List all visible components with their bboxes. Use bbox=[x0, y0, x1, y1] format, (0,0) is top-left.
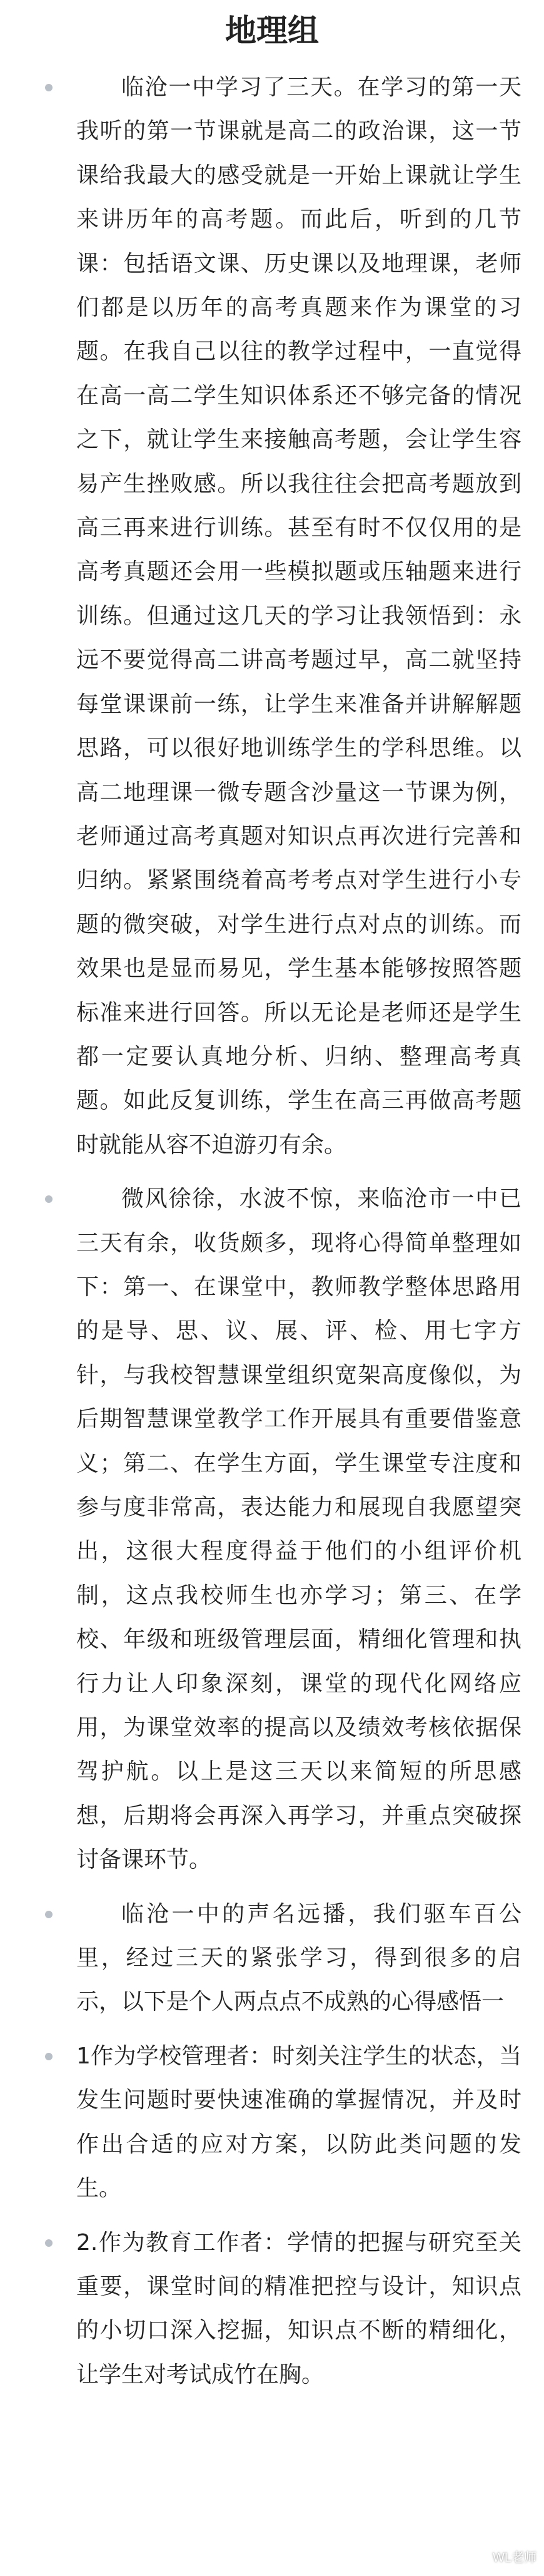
page-title: 地理组 bbox=[225, 13, 319, 49]
paragraph-text: 临沧一中的声名远播，我们驱车百公里，经过三天的紧张学习，得到很多的启示，以下是个人两点点不成熟的心得感悟一 bbox=[76, 1901, 521, 2015]
watermark bbox=[465, 2545, 536, 2567]
bullet-dot-icon bbox=[45, 1911, 53, 1918]
paragraph-text: 临沧一中学习了三天。在学习的第一天我听的第一节课就是高二的政治课，这一节课给我最大的感受就是一开始上课就让学生来讲历年的高考题。而此后，听到的几节课：包括语文课、历史课以及地理课，老师们都是以历年的高考真题来作为课堂的习题。在我自己以往的教学过程中，一直觉得在高一高二学生知识体系还不够完备的情况之下，就让学生来接触高考题，会让学生容易产生挫败感。所以我往往会把高考题放到高三再来进行训练。甚至有时不仅仅用的是高考真题还会用一些模拟题或压轴题来进行训练。但通过这几天的学习让我领悟到：永远不要觉得高二讲高考题过早，高二就坚持每堂课课前一练，让学生来准备并讲解解题思路，可以很好地训练学生的学科思维。以高二地理课一微专题含沙量这一节课为例，老师通过高考真题对知识点再次进行完善和归纳。紧紧围绕着高考考点对学生进行小专题的微突破，对学生进行点对点的训练。而效果也是显而易见，学生基本能够按照答题标准来进行回答。所以无论是老师还是学生都一定要认真地分析、归纳、整理高考真题。如此反复训练，学生在高三再做高考题时就能从容不迫游刃有余。 bbox=[76, 74, 521, 1158]
article-body bbox=[0, 66, 544, 2407]
bullet-dot-icon bbox=[45, 2053, 53, 2060]
bullet-dot-icon bbox=[45, 1195, 53, 1203]
bullet-dot-icon bbox=[45, 2239, 53, 2247]
paragraph-text: 2.作为教育工作者：学情的把握与研究至关重要，课堂时间的精准把控与设计，知识点的小切口深入挖掘，知识点不断的精细化，让学生对考试成竹在胸。 bbox=[76, 2229, 521, 2388]
paragraph-text: 1作为学校管理者：时刻关注学生的状态，当发生问题时要快速准确的掌握情况，并及时作出合适的应对方案，以防此类问题的发生。 bbox=[76, 2043, 521, 2202]
bullet-dot-icon bbox=[45, 84, 53, 91]
list-item bbox=[0, 1893, 544, 2025]
watermark-text: WL老师 bbox=[493, 2550, 536, 2565]
list-item bbox=[0, 66, 544, 1167]
wechat-icon bbox=[465, 2545, 488, 2567]
list-item bbox=[0, 2221, 544, 2398]
list-item bbox=[0, 1177, 544, 1883]
list-item bbox=[0, 2035, 544, 2211]
paragraph-text: 微风徐徐，水波不惊，来临沧市一中已三天有余，收货颇多，现将心得简单整理如下：第一、在课堂中，教师教学整体思路用的是导、思、议、展、评、检、用七字方针，与我校智慧课堂组织宽架高度像似，为后期智慧课堂教学工作开展具有重要借鉴意义；第二、在学生方面，学生课堂专注度和参与度非常高，表达能力和展现自我愿望突出，这很大程度得益于他们的小组评价机制，这点我校师生也亦学习；第三、在学校、年级和班级管理层面，精细化管理和执行力让人印象深刻，课堂的现代化网络应用，为课堂效率的提高以及绩效考核依据保驾护航。以上是这三天以来简短的所思感想，后期将会再深入再学习，并重点突破探讨备课环节。 bbox=[76, 1186, 521, 1873]
